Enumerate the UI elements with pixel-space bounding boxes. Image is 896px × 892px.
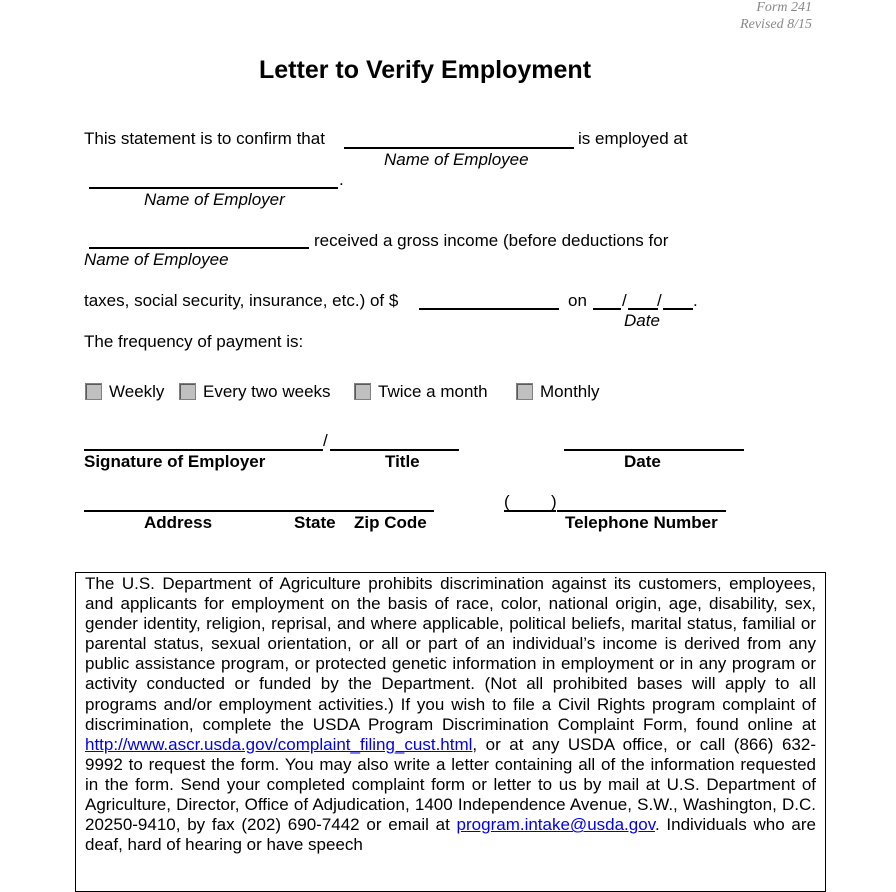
notice-text-part-3: . Individuals who are deaf, hard of hearing or have speech: [85, 815, 816, 855]
employed-at-text: is employed at: [578, 129, 688, 148]
employee-name-caption: Name of Employee: [384, 150, 529, 169]
phone-label: Telephone Number: [565, 513, 718, 532]
phone-number-field[interactable]: [557, 510, 726, 512]
page-title: Letter to Verify Employment: [259, 56, 592, 84]
signature-date-field[interactable]: [564, 449, 744, 451]
employee-name-caption-2: Name of Employee: [84, 250, 229, 269]
confirm-text: This statement is to confirm that: [84, 129, 325, 148]
complaint-form-link[interactable]: http://www.ascr.usda.gov/complaint_filing_cust.html: [85, 734, 473, 754]
date-year-field[interactable]: [663, 308, 693, 310]
taxes-text: taxes, social security, insurance, etc.) of $: [84, 291, 399, 310]
email-link[interactable]: program.intake@usda.gov: [456, 815, 655, 835]
checkbox-every-two-weeks-label: Every two weeks: [203, 382, 331, 401]
date-day-field[interactable]: [628, 308, 658, 310]
phone-paren-open: (: [504, 492, 510, 511]
nondiscrimination-notice: [75, 572, 826, 892]
signature-field[interactable]: [84, 449, 323, 451]
employee-name-field[interactable]: [344, 147, 574, 149]
employer-period: .: [339, 170, 344, 189]
employer-name-caption: Name of Employer: [144, 190, 285, 209]
gross-income-field[interactable]: [419, 308, 559, 310]
frequency-label: The frequency of payment is:: [84, 332, 304, 351]
date-separator-1: /: [622, 291, 627, 310]
date-separator-2: /: [657, 291, 662, 310]
address-label: Address: [144, 513, 213, 532]
date-label: Date: [624, 452, 661, 471]
notice-text-part-1: The U.S. Department of Agriculture prohibits discrimination against its customers, employees, and applicants for employment on the basis of race, color, national origin, age, disability, sex, gender identity, religion, reprisal, and where applicable, political beliefs, marital status, familial or parental status, sexual orientation, or all or part of an individual’s income is derived from any public assistance program, or protected genetic information in employment or in any program or activity conducted or funded by the Department. (Not all prohibited bases will apply to all programs and/or employment activities.) If you wish to file a Civil Rights program complaint of discrimination, complete the USDA Program Discrimination Complaint Form, found online at: [85, 574, 816, 734]
employer-name-field[interactable]: [89, 187, 338, 189]
date-caption: Date: [624, 311, 660, 330]
area-code-field[interactable]: [504, 510, 556, 512]
checkbox-weekly[interactable]: [85, 383, 102, 400]
form-number-block: [740, 0, 812, 33]
date-period: .: [693, 291, 698, 310]
date-month-field[interactable]: [593, 308, 621, 310]
title-field[interactable]: [330, 449, 459, 451]
signature-label: Signature of Employer: [84, 452, 266, 471]
title-label: Title: [385, 452, 420, 471]
income-text: received a gross income (before deductions for: [314, 231, 669, 250]
checkbox-twice-a-month-label: Twice a month: [378, 382, 488, 401]
state-label: State: [294, 513, 336, 532]
notice-text: [85, 574, 816, 855]
checkbox-monthly-label: Monthly: [540, 382, 600, 401]
address-field[interactable]: [84, 510, 434, 512]
employee-name-field-2[interactable]: [89, 247, 309, 249]
phone-paren-close: ): [551, 492, 557, 511]
notice-text-part-2: , or at any USDA office, or call (866) 632-9992 to request the form. You may also write a letter containing all of the information requested in the form. Send your completed complaint form or letter to us by mail at U.S. Department of Agriculture, Director, Office of Adjudication, 1400 Independence Avenue, S.W., Washington, D.C. 20250-9410, by fax (202) 690-7442 or email at: [85, 734, 816, 835]
checkbox-monthly[interactable]: [516, 383, 533, 400]
zip-code-label: Zip Code: [354, 513, 427, 532]
checkbox-every-two-weeks[interactable]: [179, 383, 196, 400]
form-number: Form 241: [756, 0, 812, 15]
signature-slash: /: [323, 431, 328, 450]
checkbox-twice-a-month[interactable]: [354, 383, 371, 400]
checkbox-weekly-label: Weekly: [109, 382, 165, 401]
on-text: on: [568, 291, 587, 310]
revised-date: Revised 8/15: [740, 17, 812, 32]
